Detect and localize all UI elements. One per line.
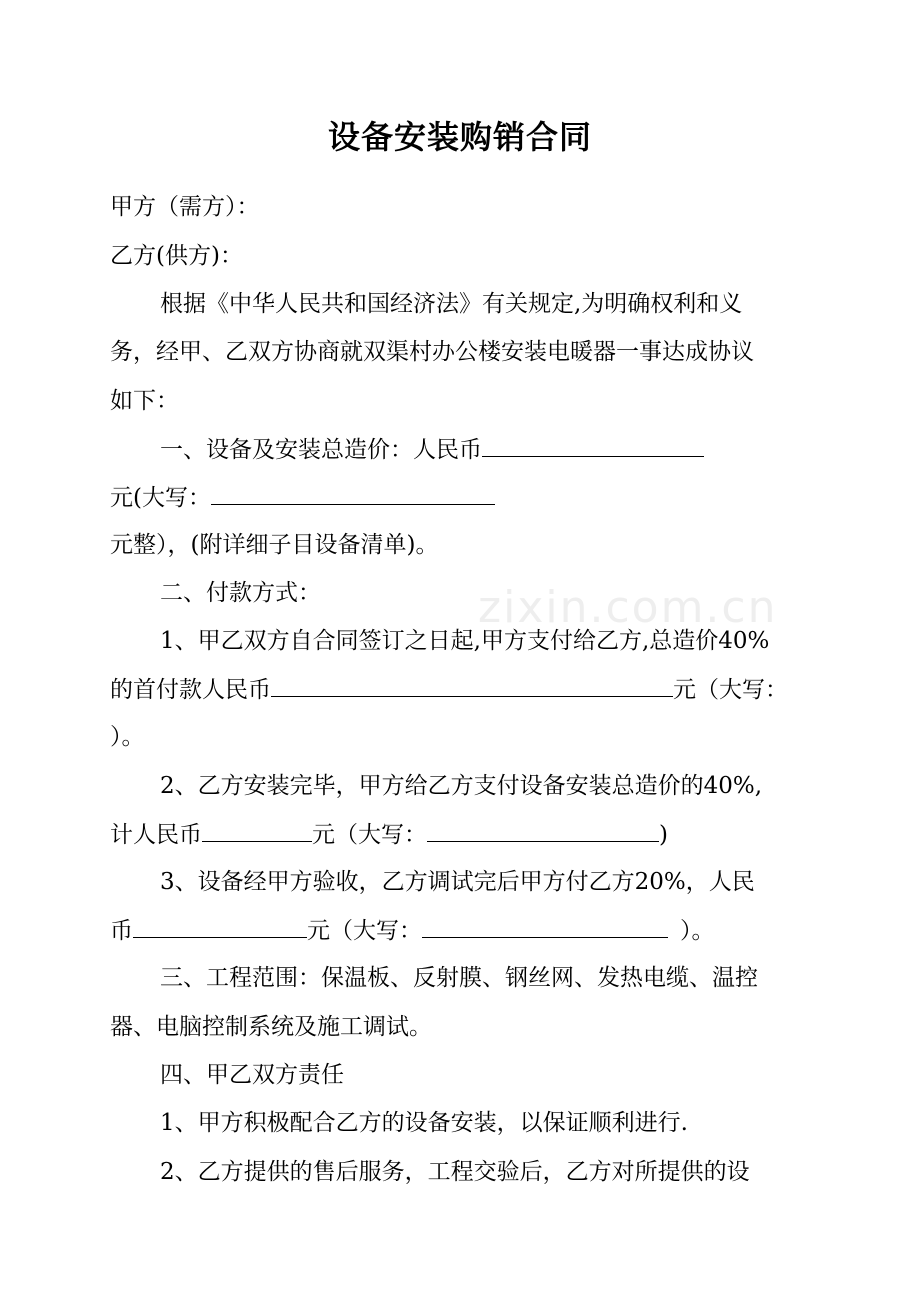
section2-heading: 二、付款方式： [160, 580, 321, 606]
payment-item2-line-1: 2、乙方安装完毕，甲方给乙方支付设备安装总造价的40%, [160, 773, 763, 799]
responsibility-item-2: 2、乙方提供的售后服务，工程交验后，乙方对所提供的设 [160, 1159, 750, 1185]
section1-price-label: 一、设备及安装总造价：人民币 [160, 437, 482, 463]
intro-line-1: 根据《中华人民共和国经济法》有关规定,为明确权利和义 [160, 291, 743, 317]
intro-line-2: 务，经甲、乙双方协商就双渠村办公楼安装电暖器一事达成协议 [110, 339, 754, 365]
section1-capital-label: 元(大写： [110, 485, 211, 511]
watermark: zixin.com.cn [478, 582, 778, 633]
payment-item3-suffix: ）。 [680, 918, 715, 944]
intro-line-3: 如下： [110, 388, 179, 414]
payment-item1-line-1: 1、甲乙双方自合同签订之日起,甲方支付给乙方,总造价40% [160, 628, 770, 654]
party-b-line: 乙方(供方)： [110, 243, 243, 269]
payment-item2-prefix: 计人民币 [110, 822, 202, 848]
payment-item3-mid: 元（大写： [307, 918, 422, 944]
payment-item3-line-2 [110, 915, 715, 946]
second-payment-blank[interactable] [202, 819, 312, 842]
payment-item1-line-2 [110, 674, 788, 705]
payment-item2-mid: 元（大写： [312, 822, 427, 848]
responsibility-item-1: 1、甲方积极配合乙方的设备安装，以保证顺利进行. [160, 1110, 688, 1136]
payment-item3-line-1: 3、设备经甲方验收，乙方调试完后甲方付乙方20%，人民 [160, 869, 755, 895]
section3-line-1: 三、工程范围：保温板、反射膜、钢丝网、发热电缆、温控 [160, 965, 758, 991]
section4-heading: 四、甲乙双方责任 [160, 1062, 344, 1088]
party-a-line: 甲方（需方）： [110, 194, 260, 220]
section1-line-2 [110, 482, 495, 513]
section1-line-1 [160, 434, 704, 465]
down-payment-blank[interactable] [271, 674, 673, 697]
payment-item1-prefix: 的首付款人民币 [110, 677, 271, 703]
payment-item1-suffix: 元（大写： [673, 677, 788, 703]
payment-item2-suffix: ) [659, 822, 668, 848]
payment-item2-line-2 [110, 819, 668, 850]
document-title: 设备安装购销合同 [327, 118, 592, 156]
final-payment-capital-blank[interactable] [422, 915, 668, 938]
second-payment-capital-blank[interactable] [427, 819, 659, 842]
final-payment-blank[interactable] [133, 915, 307, 938]
section3-line-2: 器、电脑控制系统及施工调试。 [110, 1014, 432, 1040]
payment-item3-prefix: 币 [110, 918, 133, 944]
section1-line-3: 元整），(附详细子目设备清单)。 [110, 532, 439, 558]
payment-item1-line-3: ）。 [110, 724, 145, 750]
price-amount-blank[interactable] [482, 434, 704, 457]
price-capital-blank[interactable] [211, 482, 495, 505]
